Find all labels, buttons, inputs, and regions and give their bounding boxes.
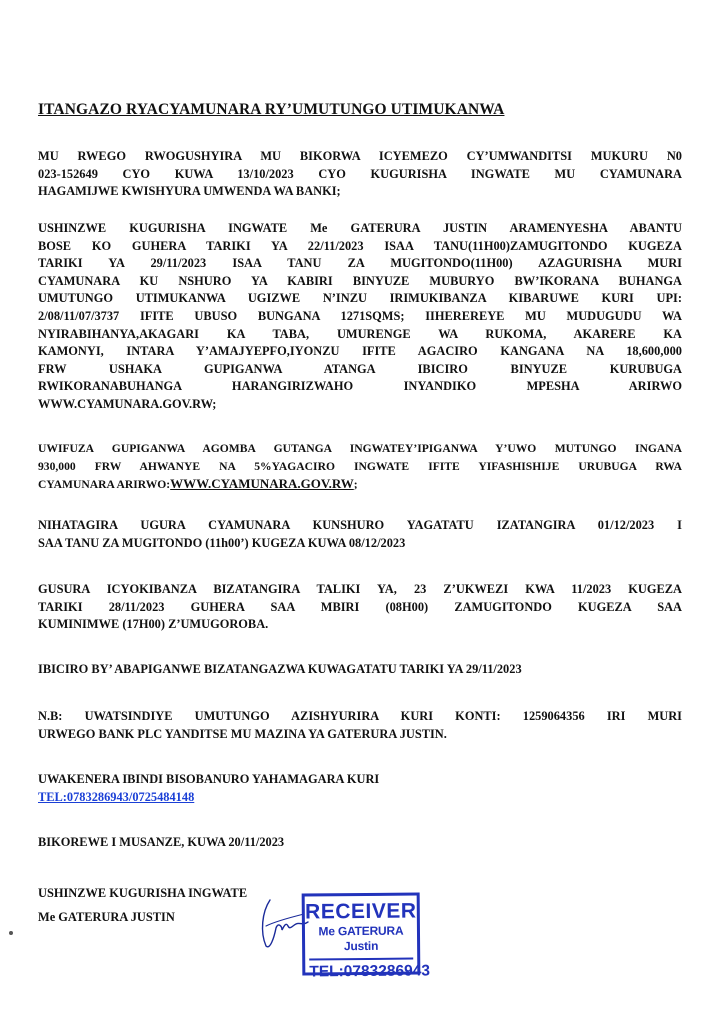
stamp-title: RECEIVER	[305, 899, 417, 924]
text-line: RWIKORANABUHANGA HARANGIRIZWAHO INYANDIKO MPESHA ARIRWO	[38, 379, 682, 394]
text-line: URWEGO BANK PLC YANDITSE MU MAZINA YA GATERURA JUSTIN.	[38, 726, 447, 741]
text-line: NYIRABIHANYA,AKAGARI KA TABA, UMURENGE WA RUKOMA, AKARERE KA	[38, 326, 682, 341]
paragraph-bid-announcement	[38, 661, 682, 679]
text-line: N.B: UWATSINDIYE UMUTUNGO AZISHYURIRA KURI KONTI: 1259064356 IRI MURI	[38, 709, 682, 723]
text-line: MU RWEGO RWOGUSHYIRA MU BIKORWA ICYEMEZO CY’UMWANDITSI MUKURU N0	[38, 149, 682, 163]
stamp-phone: TEL:0783286943	[309, 958, 413, 985]
document-title: ITANGAZO RYACYAMUNARA RY’UMUTUNGO UTIMUKANWA	[38, 101, 505, 118]
paragraph-contact	[38, 771, 682, 806]
text-line: 930,000 FRW AHWANYE NA 5%YAGACIRO INGWATE IFITE YIFASHISHIJE URUBUGA RWA	[38, 459, 682, 473]
text-line: IBICIRO BY’ ABAPIGANWE BIZATANGAZWA KUWAGATATU TARIKI YA 29/11/2023	[38, 662, 522, 676]
text-fragment: ;	[353, 478, 358, 492]
receiver-stamp	[302, 892, 431, 981]
text-line: GUSURA ICYOKIBANZA BIZATANGIRA TALIKI YA, 23 Z’UKWEZI KWA 11/2023 KUGEZA	[38, 582, 682, 596]
phone-link[interactable]: TEL:0783286943/0725484148	[38, 789, 195, 804]
text-line: TARIKI YA 29/11/2023 ISAA TANU ZA MUGITONDO(11H00) AZAGURISHA MURI	[38, 256, 682, 271]
paragraph-place-date	[38, 834, 682, 852]
text-line: SAA TANU ZA MUGITONDO (11h00’) KUGEZA KUWA 08/12/2023	[38, 535, 406, 550]
text-line: BIKOREWE I MUSANZE, KUWA 20/11/2023	[38, 835, 285, 849]
cyamunara-website-link[interactable]: WWW.CYAMUNARA.GOV.RW	[170, 476, 354, 492]
text-line: UWAKENERA IBINDI BISOBANURO YAHAMAGARA KURI	[38, 772, 380, 786]
paragraph-guarantee	[38, 440, 682, 494]
text-line: KUMINIMWE (17H00) Z’UMUGOROBA.	[38, 617, 269, 632]
text-line: UWIFUZA GUPIGANWA AGOMBA GUTANGA INGWATEY’IPIGANWA Y’UWO MUTUNGO INGANA	[38, 442, 682, 455]
ink-speck-icon	[6, 928, 16, 938]
signatory-name: Me GATERURA JUSTIN	[38, 910, 175, 924]
paragraph-site-visit	[38, 581, 682, 634]
text-line: WWW.CYAMUNARA.GOV.RW;	[38, 396, 217, 411]
text-line: BOSE KO GUHERA TARIKI YA 22/11/2023 ISAA TANU(11H00)ZAMUGITONDO KUGEZA	[38, 238, 682, 253]
stamp-name: Me GATERURA Justin	[318, 923, 404, 954]
text-line: UMUTUNGO UTIMUKANWA UGIZWE N’INZU IRIMUKIBANZA KIBARUWE KURI UPI:	[38, 291, 682, 306]
text-line: 023-152649 CYO KUWA 13/10/2023 CYO KUGURISHA INGWATE MU CYAMUNARA	[38, 166, 682, 181]
text-line: NIHATAGIRA UGURA CYAMUNARA KUNSHURO YAGATATU IZATANGIRA 01/12/2023 I	[38, 518, 682, 532]
text-line: HAGAMIJWE KWISHYURA UMWENDA WA BANKI;	[38, 184, 341, 199]
paragraph-court-order	[38, 148, 682, 201]
text-fragment: CYAMUNARA ARIRWO:	[38, 478, 171, 492]
text-line: KAMONYI, INTARA Y’AMAJYEPFO,IYONZU IFITE AGACIRO KANGANA NA 18,600,000	[38, 344, 682, 359]
signatory-role: USHINZWE KUGURISHA INGWATE	[38, 886, 248, 900]
text-line: CYAMUNARA KU NSHURO YA KABIRI BINYUZE MUBURYO BW’IKORANA BUHANGA	[38, 273, 682, 288]
text-line: 2/08/11/07/3737 IFITE UBUSO BUNGANA 1271SQMS; IIHEREREYE MU MUDUGUDU WA	[38, 308, 682, 323]
paragraph-third-auction	[38, 517, 682, 552]
text-line	[38, 475, 682, 494]
paragraph-payment-note	[38, 708, 682, 743]
paragraph-auction-details	[38, 220, 682, 414]
text-line: FRW USHAKA GUPIGANWA ATANGA IBICIRO BINYUZE KURUBUGA	[38, 361, 682, 376]
text-line: TARIKI 28/11/2023 GUHERA SAA MBIRI (08H00) ZAMUGITONDO KUGEZA SAA	[38, 599, 682, 614]
text-line: USHINZWE KUGURISHA INGWATE Me GATERURA JUSTIN ARAMENYESHA ABANTU	[38, 221, 682, 235]
